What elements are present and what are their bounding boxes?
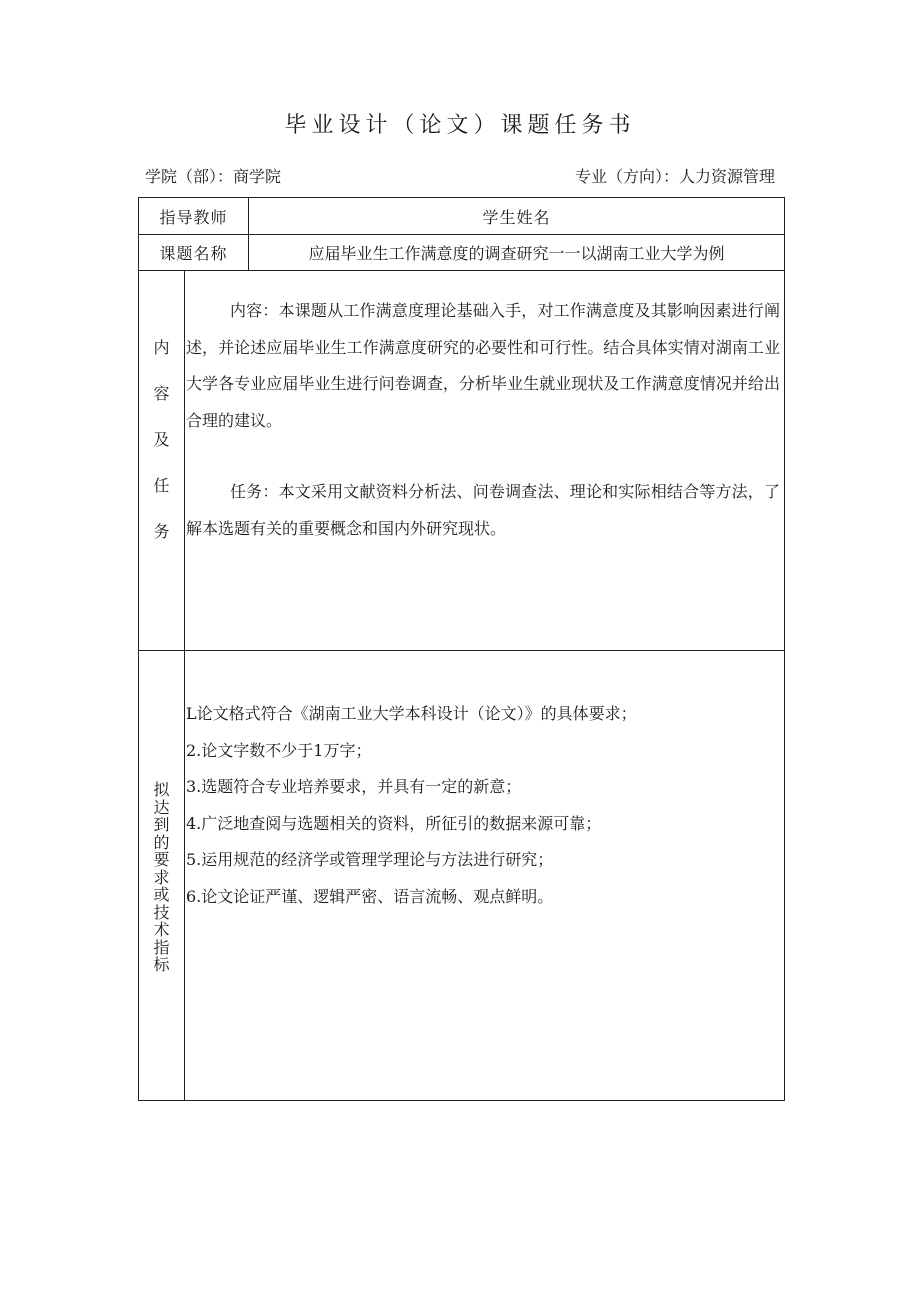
label-char: 或 <box>153 885 170 904</box>
label-char: 技 <box>153 902 170 922</box>
content-task-label <box>139 334 184 564</box>
list-item: 4.广泛地查阅与选题相关的资料，所征引的数据来源可靠； <box>186 813 602 833</box>
student-name-label: 学生姓名 <box>482 207 551 227</box>
label-char: 务 <box>153 522 170 541</box>
table-divider <box>184 270 185 1101</box>
label-char: 的 <box>153 832 170 852</box>
major-field: 专业（方向）：人力资源管理 <box>574 167 775 186</box>
label-char: 指 <box>153 937 170 957</box>
topic-label: 课题名称 <box>159 244 228 263</box>
table-divider <box>138 270 785 271</box>
label-char: 容 <box>153 384 170 403</box>
label-char: 内 <box>153 338 170 357</box>
label-char: 达 <box>153 797 170 817</box>
list-item: 3.选题符合专业培养要求，并具有一定的新意； <box>186 777 522 796</box>
topic-value: 应届毕业生工作满意度的调查研究一一以湖南工业大学为例 <box>308 244 725 263</box>
task-paragraph: 任务：本文采用文献资料分析法、问卷调查法、理论和实际相结合等方法，了解本选题有关的重要概念和国内外研究现状。 <box>186 482 780 538</box>
advisor-label: 指导教师 <box>159 207 228 227</box>
college-field: 学院（部）：商学院 <box>145 167 282 186</box>
list-item: L论文格式符合《湖南工业大学本科设计（论文）》的具体要求； <box>186 704 637 723</box>
label-char: 及 <box>153 430 170 449</box>
document-title: 毕业设计（论文）课题任务书 <box>284 113 636 138</box>
list-item: 5.运用规范的经济学或管理学理论与方法进行研究； <box>186 850 554 869</box>
label-char: 要 <box>153 850 170 869</box>
list-item: 2.论文字数不少于1万字； <box>186 740 372 760</box>
label-char: 到 <box>153 815 170 834</box>
label-char: 术 <box>153 920 170 939</box>
list-item: 6.论文论证严谨、逻辑严密、语言流畅、观点鲜明。 <box>186 886 554 906</box>
table-divider <box>138 650 785 651</box>
label-char: 拟 <box>153 780 170 799</box>
requirements-label <box>139 781 184 974</box>
label-char: 标 <box>153 955 170 974</box>
label-char: 求 <box>153 867 170 887</box>
content-paragraph: 内容：本课题从工作满意度理论基础入手，对工作满意度及其影响因素进行阐述，并论述应届毕业生工作满意度研究的必要性和可行性。结合具体实情对湖南工业大学各专业应届毕业生进行问卷调查，分析毕业生就业现状及工作满意度情况并给出合理的建议。 <box>186 301 780 430</box>
requirements-list <box>186 696 780 915</box>
label-char: 任 <box>153 476 170 495</box>
